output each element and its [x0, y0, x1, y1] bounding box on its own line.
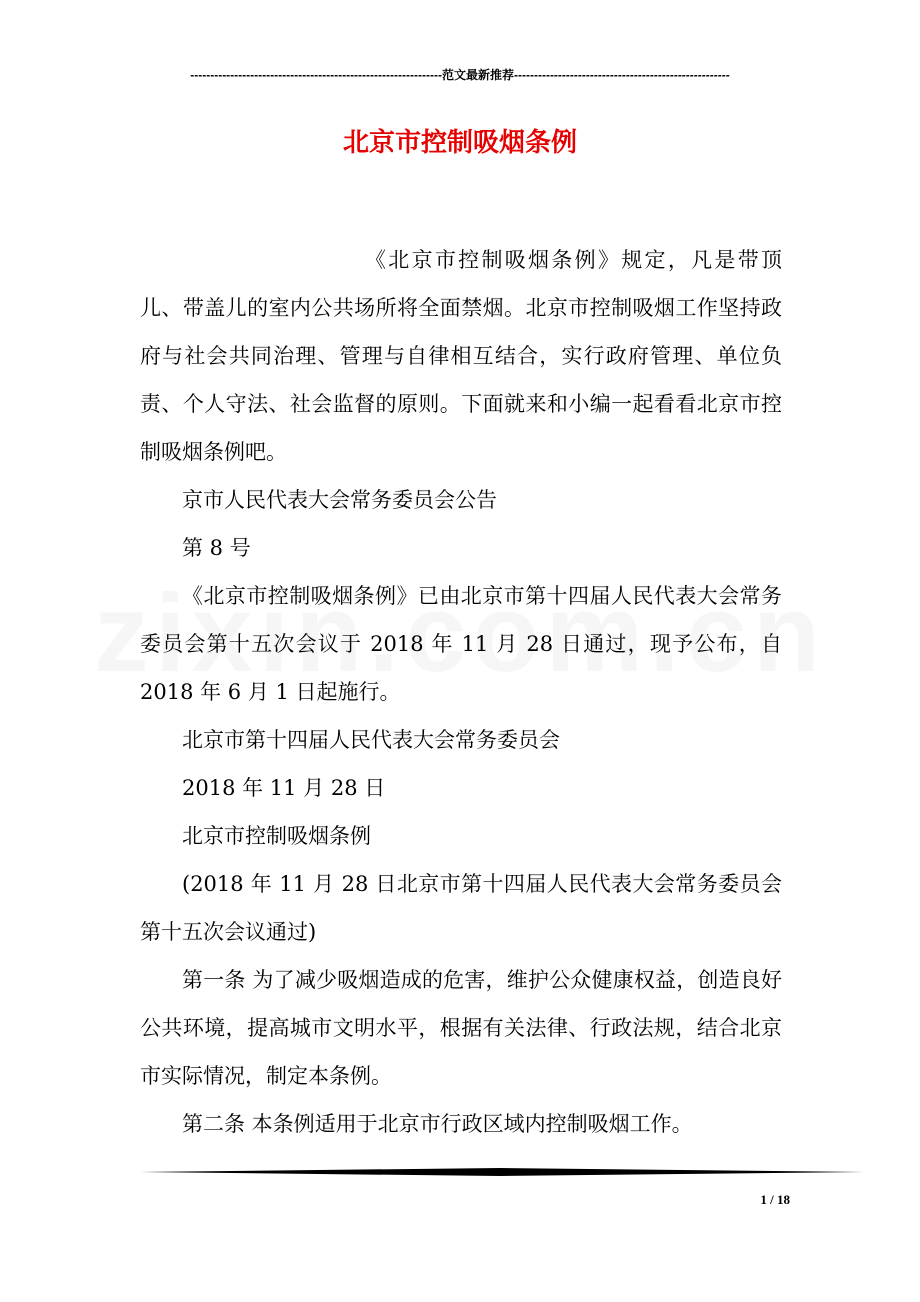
issuing-body: 北京市第十四届人民代表大会常务委员会: [182, 728, 560, 752]
article-two: 第二条 本条例适用于北京市行政区域内控制吸烟工作。: [182, 1112, 693, 1136]
intro-paragraph: 《北京市控制吸烟条例》规定，凡是带顶儿、带盖儿的室内公共场所将全面禁烟。北京市控制吸烟工作坚持政府与社会共同治理、管理与自律相互结合，实行政府管理、单位负责、个人守法、社会监督的原则。下面就来和小编一起看看北京市控制吸烟条例吧。: [140, 248, 782, 464]
header-banner: ---------------------------------------------------------------范文最新推荐------------------------------------------------------: [190, 68, 730, 82]
adoption-note: (2018 年 11 月 28 日北京市第十四届人民代表大会常务委员会第十五次会议通过): [140, 872, 782, 944]
document-title: 北京市控制吸烟条例: [342, 128, 577, 158]
announcement-heading: 京市人民代表大会常务委员会公告: [182, 488, 497, 512]
footer-divider: [140, 1168, 864, 1176]
regulation-title: 北京市控制吸烟条例: [182, 824, 371, 848]
article-one: 第一条 为了减少吸烟造成的危害，维护公众健康权益，创造良好公共环境，提高城市文明水平，根据有关法律、行政法规，结合北京市实际情况，制定本条例。: [140, 968, 782, 1088]
page-number: 1 / 18: [760, 1192, 790, 1207]
announcement-number: 第 8 号: [182, 536, 251, 560]
document-body: [140, 236, 782, 1148]
announcement-body: 《北京市控制吸烟条例》已由北京市第十四届人民代表大会常务委员会第十五次会议于 2018 年 11 月 28 日通过，现予公布，自 2018 年 6 月 1 日起施行。: [140, 584, 782, 704]
issue-date: 2018 年 11 月 28 日: [182, 776, 386, 800]
